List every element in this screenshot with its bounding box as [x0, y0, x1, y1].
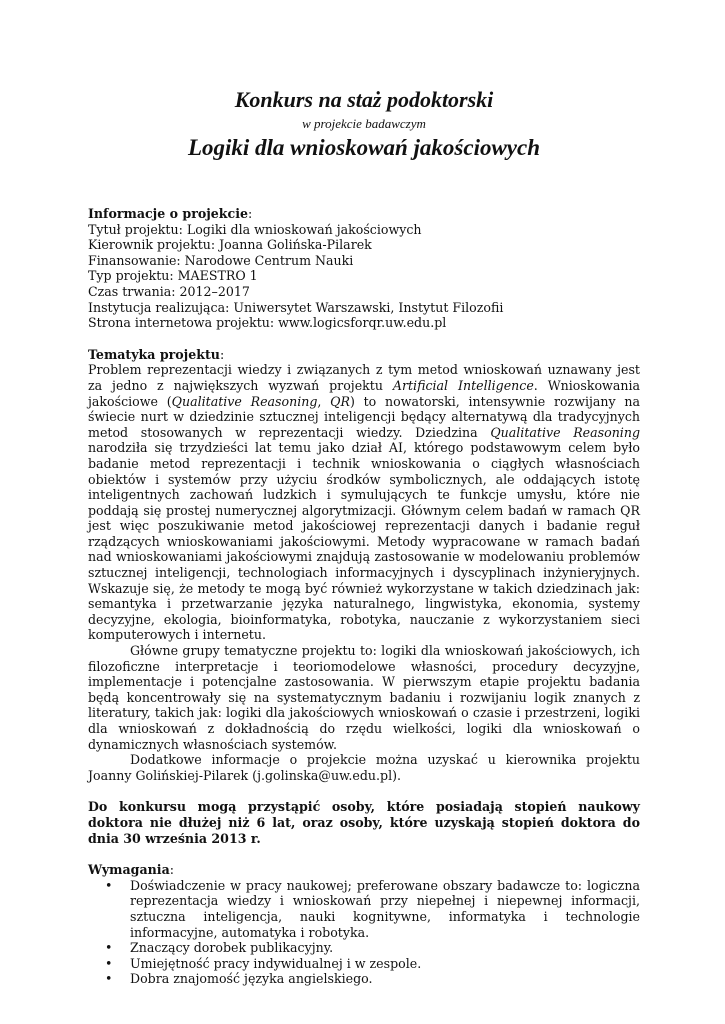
list-item: • Znaczący dorobek publikacyjny.: [105, 940, 334, 956]
list-item: • Umiejętność pracy indywidualnej i w zespole.: [105, 955, 422, 971]
bullet-icon: •: [105, 971, 113, 987]
info-line-funding: Finansowanie: Narodowe Centrum Nauki: [88, 252, 354, 268]
project-name: Logiki dla wnioskowań jakościowych: [187, 135, 541, 160]
topic-heading: Tematyka projektu: [88, 346, 220, 362]
info-line-type: Typ projektu: MAESTRO 1: [88, 268, 258, 284]
info-line-institution: Instytucja realizująca: Uniwersytet Warszawski, Instytut Filozofii: [88, 299, 504, 315]
project-info-section: Informacje o projekcie: Tytuł projektu: Logiki dla wnioskowań jakościowych Kierownik projektu: Joanna Golińska-Pilarek Finansowanie: Narodowe Centrum Nauki Typ projektu: MAESTRO 1 Czas trwania: 2012–2017 Instytucja realizująca: Uniwersytet Warszawski, Instytut Filozofii Strona internetowa projektu: www.logicsforqr.uw.edu.pl: [88, 206, 640, 331]
page-subtitle: w projekcie badawczym: [302, 116, 426, 131]
topic-paragraph-3: Dodatkowe informacje o projekcie można uzyskać u kierownika projektu Joanny Golińskiej-Pilarek (j.golinska@uw.edu.pl).: [88, 752, 640, 783]
requirements-list: [88, 878, 640, 987]
list-item: • Doświadczenie w pracy naukowej; preferowane obszary badawcze to: logiczna reprezentacja wiedzy i wnioskowań przy niepełnej i niepewnej informacji, sztuczna inteligencja, nauki kognitywne, informatyka i technologie informacyjne, automatyka i robotyka.: [105, 877, 640, 940]
info-line-duration: Czas trwania: 2012–2017: [88, 283, 250, 299]
info-heading: Informacje o projekcie: [88, 206, 248, 221]
requirements-heading: Wymagania: [88, 862, 170, 878]
requirements-section: Wymagania: • Doświadczenie w pracy naukowej; preferowane obszary badawcze to: logiczna reprezentacja wiedzy i wnioskowań przy niepełnej i niepewnej informacji, sztuczna inteligencja, nauki kognitywne, informatyka i technologie informacyjne, automatyka i robotyka. • Znaczący dorobek publikacyjny. • Umiejętność pracy indywidualnej i w zespole. • Dobra znajomość języka angielskiego.: [88, 862, 640, 987]
info-line-title: Tytuł projektu: Logiki dla wnioskowań jakościowych: [88, 221, 422, 237]
topic-paragraph-2: Główne grupy tematyczne projektu to: logiki dla wnioskowań jakościowych, ich filozoficzne interpretacje i teoriomodelowe własności, procedury decyzyjne, implementacje i potencjalne zastosowania. W pierwszym etapie projektu badania będą koncentrowały się na systematycznym badaniu i rozwijaniu logik znanych z literatury, takich jak: logiki dla jakościowych wnioskowań o czasie i przestrzeni, logiki dla wnioskowań z dokładnością do rzędu wielkości, logiki dla wnioskowań o dynamicznych własnościach systemów.: [88, 643, 640, 752]
page-title: Konkurs na staż podoktorski: [234, 87, 494, 112]
document-page: [88, 86, 640, 987]
list-item: • Dobra znajomość języka angielskiego.: [105, 971, 373, 987]
eligibility-paragraph: Do konkursu mogą przystąpić osoby, które posiadają stopień naukowy doktora nie dłużej niż 6 lat, oraz osoby, które uzyskają stopień doktora do dnia 30 września 2013 r.: [88, 799, 640, 846]
topic-paragraph-1: Problem reprezentacji wiedzy i związanych z tym metod wnioskowań uznawany jest za jedno z największych wyzwań projektu Artificial Intelligence. Wnioskowania jakościowe (Qualitative Reasoning, QR) to nowatorski, intensywnie rozwijany na świecie nurt w dziedzinie sztucznej inteligencji będący alternatywą dla tradycyjnych metod stosowanych w reprezentacji wiedzy. Dziedzina Qualitative Reasoning narodziła się trzydzieści lat temu jako dział AI, którego podstawowym celem było badanie metod reprezentacji i technik wnioskowania o ciągłych własnościach obiektów i systemów przy użyciu środków symbolicznych, ale oddających istotę inteligentnych zachowań ludzkich i symulujących te funkcje umysłu, które nie poddają się prostej numerycznej algorytmizacji. Głównym celem badań w ramach QR jest więc poszukiwanie metod jakościowej reprezentacji danych i badanie reguł rządzących wnioskowaniami jakościowymi. Metody wypracowane w ramach badań nad wnioskowaniami jakościowymi znajdują zastosowanie w modelowaniu problemów sztucznej inteligencji, technologiach informacyjnych i dyscyplinach inżynieryjnych. Wskazuje się, że metody te mogą być również wykorzystane w takich dziedzinach jak: semantyka i przetwarzanie języka naturalnego, lingwistyka, ekonomia, systemy decyzyjne, ekologia, bioinformatyka, robotyka, nauczanie z wykorzystaniem sieci komputerowych i internetu.: [88, 362, 641, 643]
bullet-icon: •: [105, 955, 113, 971]
info-line-manager: Kierownik projektu: Joanna Golińska-Pilarek: [88, 237, 372, 253]
info-line-website: Strona internetowa projektu: www.logicsforqr.uw.edu.pl: [88, 315, 447, 331]
bullet-icon: •: [105, 877, 113, 893]
bullet-icon: •: [105, 940, 113, 956]
project-topic-section: Tematyka projektu: Problem reprezentacji wiedzy i związanych z tym metod wnioskowań uznawany jest za jedno z największych wyzwań projektu Artificial Intelligence. Wnioskowania jakościowe (Qualitative Reasoning, QR) to nowatorski, intensywnie rozwijany na świecie nurt w dziedzinie sztucznej inteligencji będący alternatywą dla tradycyjnych metod stosowanych w reprezentacji wiedzy. Dziedzina Qualitative Reasoning narodziła się trzydzieści lat temu jako dział AI, którego podstawowym celem było badanie metod reprezentacji i technik wnioskowania o ciągłych własnościach obiektów i systemów przy użyciu środków symbolicznych, ale oddających istotę inteligentnych zachowań ludzkich i symulujących te funkcje umysłu, które nie poddają się prostej numerycznej algorytmizacji. Głównym celem badań w ramach QR jest więc poszukiwanie metod jakościowej reprezentacji danych i badanie reguł rządzących wnioskowaniami jakościowymi. Metody wypracowane w ramach badań nad wnioskowaniami jakościowymi znajdują zastosowanie w modelowaniu problemów sztucznej inteligencji, technologiach informacyjnych i dyscyplinach inżynieryjnych. Wskazuje się, że metody te mogą być również wykorzystane w takich dziedzinach jak: semantyka i przetwarzanie języka naturalnego, lingwistyka, ekonomia, systemy decyzyjne, ekologia, bioinformatyka, robotyka, nauczanie z wykorzystaniem sieci komputerowych i internetu. Główne grupy tematyczne projektu to: logiki dla wnioskowań jakościowych, ich filozoficzne interpretacje i teoriomodelowe własności, procedury decyzyjne, implementacje i potencjalne zastosowania. W pierwszym etapie projektu badania będą koncentrowały się na systematycznym badaniu i rozwijaniu logik znanych z literatury, takich jak: logiki dla jakościowych wnioskowań o czasie i przestrzeni, logiki dla wnioskowań z dokładnością do rzędu wielkości, logiki dla wnioskowań o dynamicznych własnościach systemów. Dodatkowe informacje o projekcie można uzyskać u kierownika projektu Joanny Golińskiej-Pilarek (j.golinska@uw.edu.pl).: [88, 346, 641, 783]
